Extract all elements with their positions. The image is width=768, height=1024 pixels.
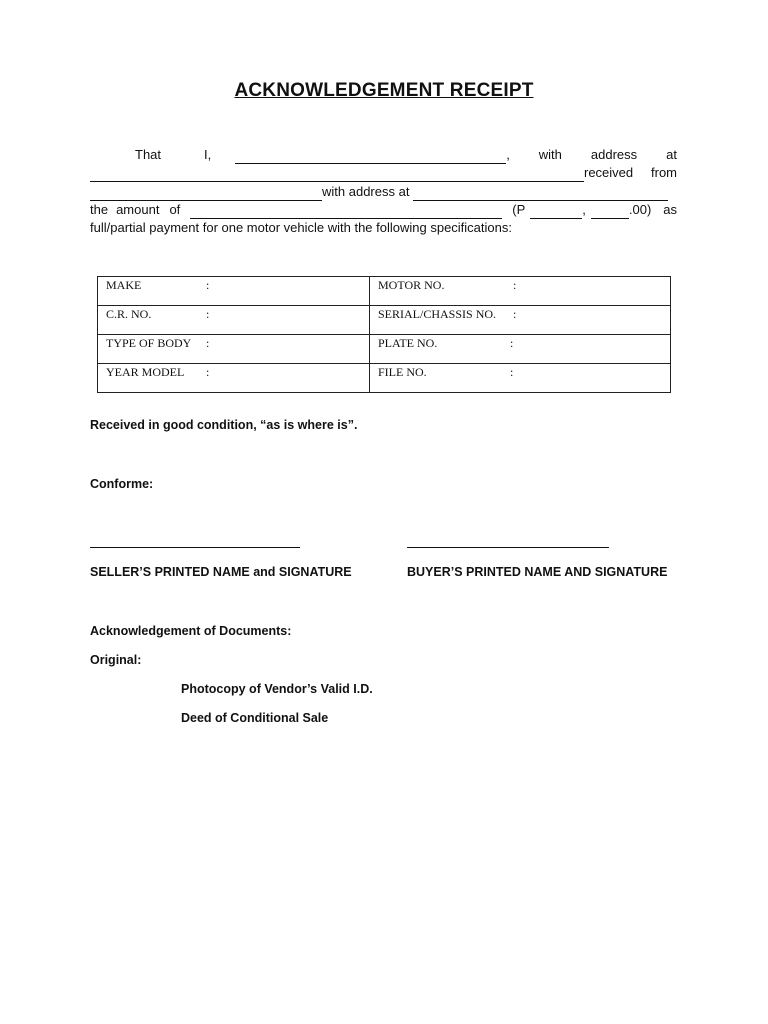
intro-word-of: of	[169, 202, 181, 217]
seller-signature-line[interactable]	[90, 547, 300, 548]
make-colon: :	[206, 278, 210, 292]
intro-word-i: I,	[204, 147, 212, 162]
year-model-label: YEAR MODEL	[106, 365, 185, 379]
serial-chassis-no-cell[interactable]	[370, 306, 671, 335]
intro-line-2	[90, 164, 677, 182]
year-model-cell[interactable]	[98, 364, 370, 393]
intro-with-address-at: with address at	[322, 184, 410, 199]
intro-line-5-text: full/partial payment for one motor vehicle with the following specifications:	[90, 220, 512, 235]
conforme-label: Conforme:	[90, 477, 154, 491]
table-row	[98, 277, 671, 306]
table-row	[98, 364, 671, 393]
seller-signature-label: SELLER’S PRINTED NAME and SIGNATURE	[90, 565, 352, 579]
ack-documents-label: Acknowledgement of Documents:	[90, 624, 292, 638]
intro-word-the: the	[90, 202, 109, 217]
file-no-label: FILE NO.	[378, 365, 427, 379]
cr-no-label: C.R. NO.	[106, 307, 152, 321]
make-cell[interactable]	[98, 277, 370, 306]
intro-line-1	[90, 146, 677, 164]
document-title: ACKNOWLEDGEMENT RECEIPT	[234, 80, 534, 101]
motor-no-cell[interactable]	[370, 277, 671, 306]
file-no-colon: :	[510, 365, 514, 379]
recipient-address-blank-field[interactable]	[413, 187, 668, 201]
file-no-cell[interactable]	[370, 364, 671, 393]
address-blank-field[interactable]	[90, 168, 584, 182]
amount-words-blank-field[interactable]	[190, 205, 502, 219]
intro-word-that: That	[135, 147, 162, 162]
make-label: MAKE	[106, 278, 142, 292]
intro-comma: ,	[506, 147, 510, 162]
motor-no-colon: :	[513, 278, 517, 292]
type-of-body-colon: :	[206, 336, 210, 350]
table-row	[98, 335, 671, 364]
cr-no-colon: :	[206, 307, 210, 321]
intro-line-4	[90, 201, 677, 219]
type-of-body-cell[interactable]	[98, 335, 370, 364]
amount-thousands-blank-field[interactable]	[530, 205, 582, 219]
document-item: Photocopy of Vendor’s Valid I.D.	[181, 682, 373, 696]
serial-chassis-no-label: SERIAL/CHASSIS NO.	[378, 307, 497, 321]
condition-statement: Received in good condition, “as is where is”.	[90, 418, 358, 432]
table-row	[98, 306, 671, 335]
vehicle-specs-table	[97, 276, 671, 393]
name-blank-field[interactable]	[235, 150, 506, 164]
plate-no-colon: :	[510, 336, 514, 350]
intro-comma-2: ,	[582, 202, 586, 217]
intro-word-from: from	[651, 165, 677, 180]
recipient-name-blank-field[interactable]	[90, 187, 322, 201]
cr-no-cell[interactable]	[98, 306, 370, 335]
intro-word-as: as	[663, 202, 677, 217]
intro-line-5	[90, 219, 677, 237]
intro-word-address: address	[590, 147, 638, 162]
amount-units-blank-field[interactable]	[591, 205, 629, 219]
motor-no-label: MOTOR NO.	[378, 278, 445, 292]
type-of-body-label: TYPE OF BODY	[106, 336, 192, 350]
original-label: Original:	[90, 653, 142, 667]
buyer-signature-line[interactable]	[407, 547, 609, 548]
document-item: Deed of Conditional Sale	[181, 711, 329, 725]
plate-no-label: PLATE NO.	[378, 336, 438, 350]
intro-word-amount: amount	[116, 202, 160, 217]
intro-p-open: (P	[512, 202, 526, 217]
plate-no-cell[interactable]	[370, 335, 671, 364]
year-model-colon: :	[206, 365, 210, 379]
intro-line-3	[90, 183, 677, 201]
serial-chassis-no-colon: :	[513, 307, 517, 321]
intro-word-received: received	[584, 165, 634, 180]
intro-cents: .00)	[628, 202, 652, 217]
intro-word-at: at	[666, 147, 677, 162]
buyer-signature-label: BUYER’S PRINTED NAME AND SIGNATURE	[407, 565, 668, 579]
intro-word-with: with	[538, 147, 562, 162]
